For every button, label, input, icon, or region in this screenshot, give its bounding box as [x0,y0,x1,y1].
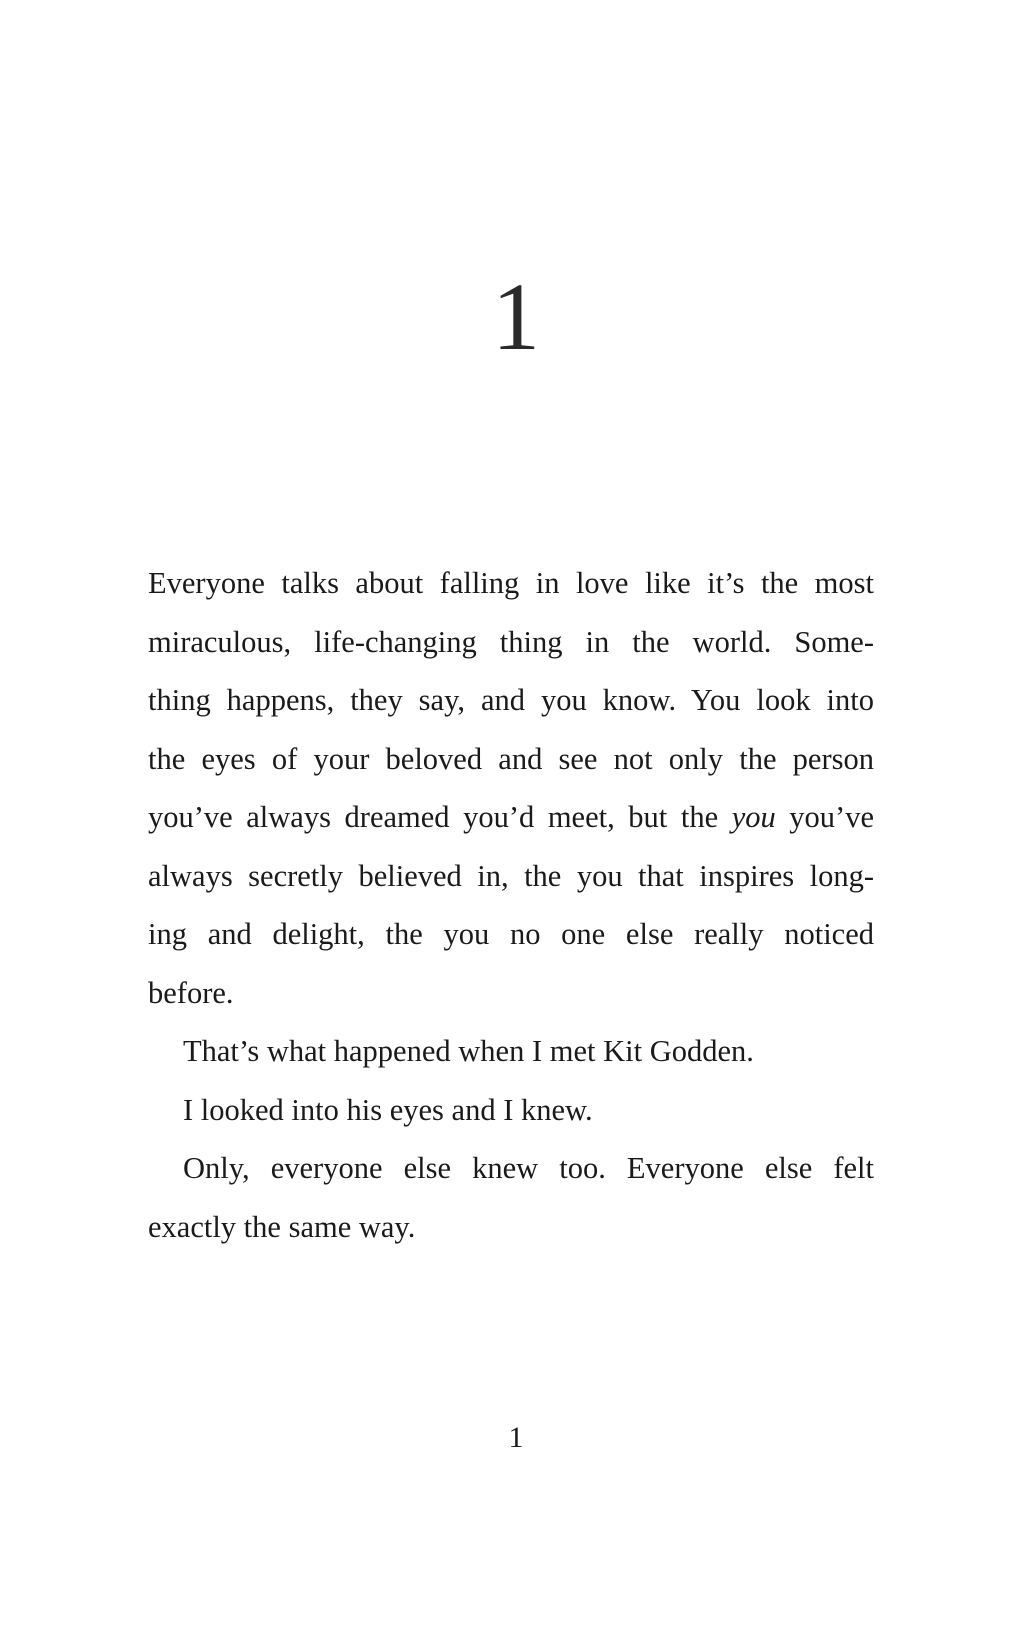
text-line-with-italic [148,788,874,847]
text-line: always secretly believed in, the you that inspires long- [148,858,874,893]
text-line: That’s what happened when I met Kit Godden. [183,1034,754,1068]
text-line: Only, everyone else knew too. Everyone else felt [183,1151,874,1185]
paragraph-4 [148,1139,874,1256]
text-segment: you’ve always dreamed you’d meet, but the [148,800,732,834]
text-line: miraculous, life-changing thing in the world. Some- [148,624,874,659]
paragraph-3 [148,1081,874,1140]
text-line: ing and delight, the you no one else really noticed [148,917,874,951]
text-segment: you’ve [775,800,875,834]
chapter-number: 1 [492,263,540,370]
text-line: I looked into his eyes and I knew. [183,1092,593,1127]
italic-emphasis: you [731,800,776,834]
page-number: 1 [508,1421,524,1454]
text-line: the eyes of your beloved and see not only the person [148,741,874,776]
paragraph-1 [148,554,874,1022]
chapter-body [148,554,874,1256]
text-line: thing happens, they say, and you know. You look into [148,683,874,717]
text-line: exactly the same way. [148,1209,416,1244]
paragraph-2 [148,1022,874,1081]
text-line: before. [148,975,234,1010]
text-line: Everyone talks about falling in love like it’s the most [148,566,874,600]
